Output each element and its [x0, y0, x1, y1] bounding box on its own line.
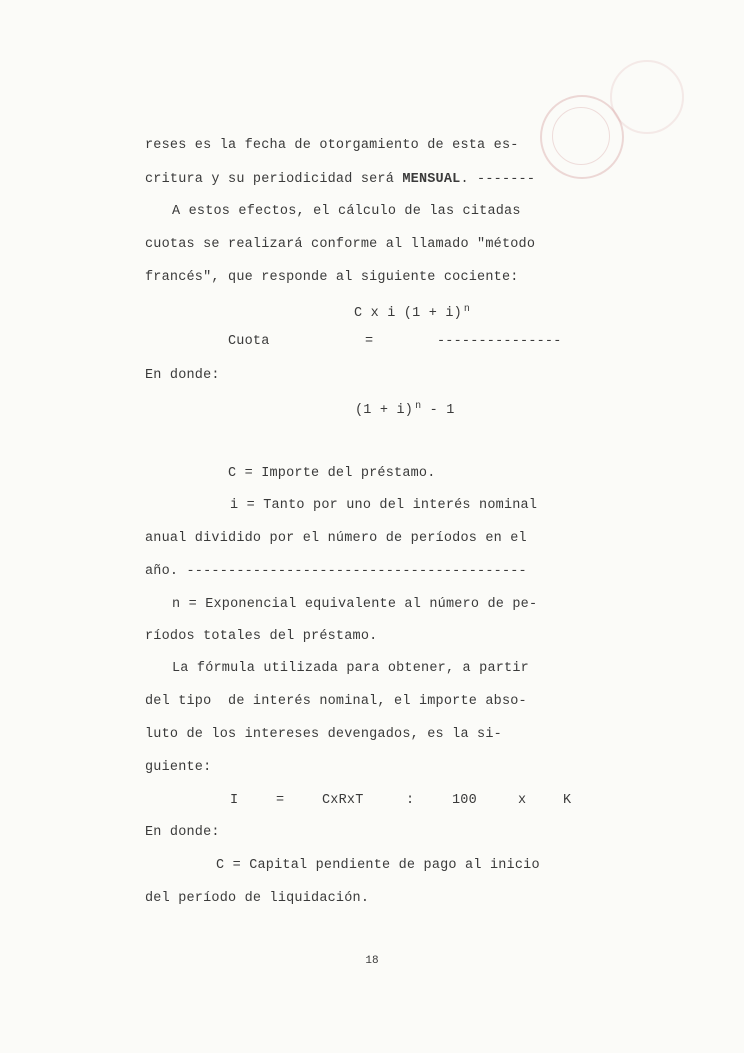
text-line: cuotas se realizará conforme al llamado "método [145, 237, 536, 252]
definition-line: año. ----------------------------------------- [145, 564, 527, 579]
page-number: 18 [365, 955, 379, 967]
definition-line: C = Capital pendiente de pago al inicio [216, 858, 540, 873]
notary-seal [540, 95, 624, 179]
where-label: En donde: [145, 368, 220, 383]
formula2-k: K [563, 793, 572, 808]
text-fragment: critura y su periodicidad será [145, 172, 403, 187]
text-line: guiente: [145, 760, 212, 775]
fraction-bar: --------------- [437, 334, 562, 349]
where-label: En donde: [145, 825, 220, 840]
text-line: La fórmula utilizada para obtener, a partir [172, 661, 529, 676]
text-line: luto de los intereses devengados, es la si- [145, 727, 502, 742]
formula-numerator [354, 301, 470, 323]
text-line: reses es la fecha de otorgamiento de esta es- [145, 138, 519, 153]
notary-seal-inner-ring [552, 107, 610, 165]
formula2-times: x [518, 793, 527, 808]
bold-term: MENSUAL [402, 172, 461, 187]
formula2-expression: CxRxT [322, 793, 364, 808]
text-fragment: . ------- [460, 172, 536, 187]
definition-line: C = Importe del préstamo. [228, 466, 436, 481]
exponent: n [415, 401, 422, 412]
exponent: n [463, 304, 471, 315]
formula-denominator [355, 398, 455, 420]
text-line: francés", que responde al siguiente cociente: [145, 270, 519, 285]
formula2-colon: : [406, 793, 415, 808]
formula2-hundred: 100 [452, 793, 477, 808]
definition-line: i = Tanto por uno del interés nominal [230, 498, 538, 513]
formula2-equals: = [276, 793, 285, 808]
formula2-i: I [230, 793, 239, 808]
formula-equals: = [365, 334, 374, 349]
text-line: A estos efectos, el cálculo de las citadas [172, 204, 521, 219]
text-line [145, 171, 535, 189]
formula-numerator-text: C x i (1 + i) [354, 306, 462, 321]
text-line: del tipo de interés nominal, el importe abso- [145, 694, 527, 709]
definition-line: ríodos totales del préstamo. [145, 629, 378, 644]
definition-line: n = Exponencial equivalente al número de pe- [172, 597, 538, 612]
definition-line: anual dividido por el número de períodos en el [145, 531, 527, 546]
formula-denominator-text: (1 + i) [355, 403, 414, 418]
formula-denominator-tail: - 1 [421, 403, 455, 418]
formula-label: Cuota [228, 334, 270, 349]
definition-line: del período de liquidación. [145, 891, 370, 906]
